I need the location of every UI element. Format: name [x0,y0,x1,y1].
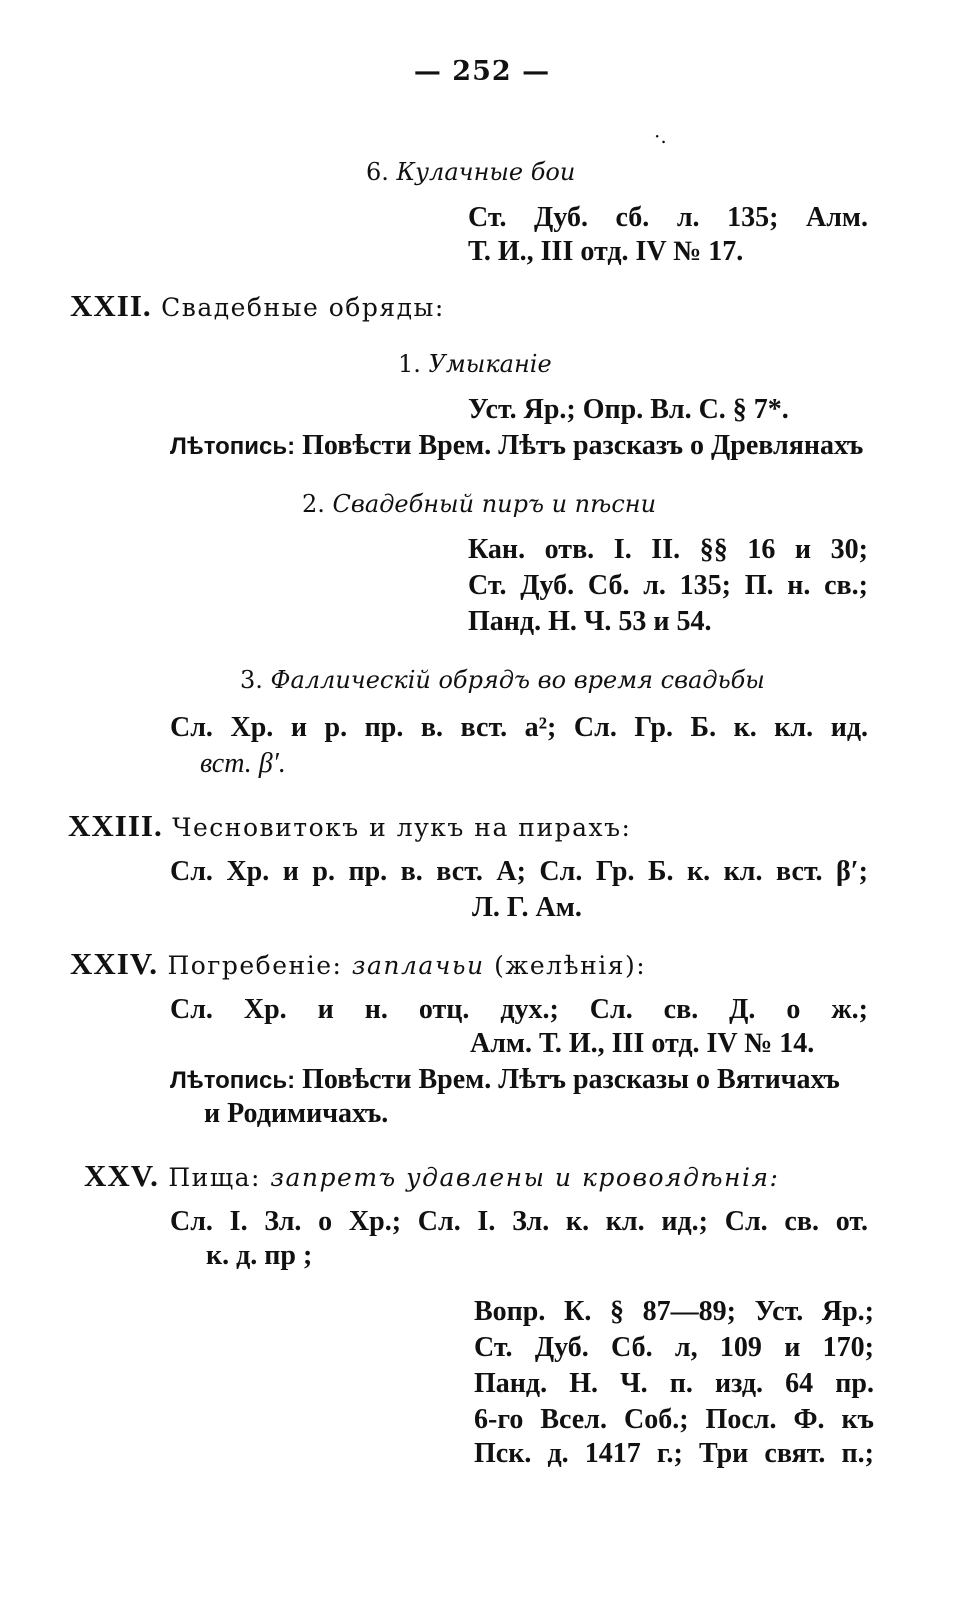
subsection-1-title [398,350,552,378]
subsection-number: 6. [366,158,389,186]
section-title-tail: (желѣнія): [494,951,647,980]
reference-line: вст. β′. [200,748,286,779]
reference-line: Уст. Яр.; Опр. Вл. С. § 7*. [468,394,789,425]
reference-line: 6-го Всел. Соб.; Посл. Ф. къ [474,1404,874,1435]
chronicle-label: Лѣтопись: [170,433,296,460]
subsection-title: Фаллическій обрядъ во время свадьбы [270,666,765,694]
reference-line: Сл. Хр. и н. отц. дух.; Сл. св. Д. о ж.; [170,994,868,1025]
reference-line: Ст. Дуб. Сб. л. 135; П. н. св.; [468,570,868,601]
reference-line: Панд. Н. Ч. п. изд. 64 пр. [474,1368,874,1399]
subsection-number: 2. [302,490,325,518]
page-number: — 252 — [413,56,551,87]
reference-line: Сл. I. Зл. о Хр.; Сл. I. Зл. к. кл. ид.; Сл. св. от. [170,1206,868,1237]
section-title: Погребеніе: [167,951,343,980]
reference-line: Вопр. К. § 87—89; Уст. Яр.; [474,1296,874,1327]
chronicle-line [170,1064,840,1096]
reference-line: Сл. Хр. и р. пр. в. вст. А; Сл. Гр. Б. к. кл. вст. β′; [170,856,868,887]
reference-line: Т. И., III отд. IV № 17. [468,236,744,267]
reference-line: Ст. Дуб. Сб. л, 109 и 170; [474,1332,874,1363]
reference-line: Панд. Н. Ч. 53 и 54. [468,606,712,637]
section-title-italic: заплачьи [351,951,485,980]
subsection-title: Кулачные бои [396,158,576,186]
chronicle-label: Лѣтопись: [170,1067,296,1094]
section-xxiii-heading [68,808,631,844]
subsection-title: Свадебный пиръ и пѣсни [332,490,657,518]
section-number: XXV. [84,1158,159,1193]
section-number: XXIII. [68,808,163,843]
chronicle-text: Повѣсти Врем. Лѣтъ разсказы о Вятичахъ [302,1064,840,1095]
section-title: Пища: [168,1163,261,1192]
reference-line: Пск. д. 1417 г.; Три свят. п.; [474,1438,874,1469]
section-title: Чесновитокъ и лукъ на пирахъ: [172,813,632,842]
reference-line: Ст. Дуб. сб. л. 135; Алм. [468,202,868,233]
section-xxii-heading [70,288,445,324]
section-xxv-heading [84,1158,779,1194]
subsection-number: 3. [240,666,263,694]
reference-line: Алм. Т. И., III отд. IV № 14. [470,1028,815,1059]
chronicle-line [170,430,863,462]
subsection-3-title [240,666,765,694]
reference-line: Сл. Хр. и р. пр. в. вст. а²; Сл. Гр. Б. к. кл. ид. [170,712,868,743]
section-xxiv-heading [70,946,646,982]
subsection-number: 1. [398,350,421,378]
reference-line: Л. Г. Ам. [472,892,582,923]
chronicle-text: Повѣсти Врем. Лѣтъ разсказъ о Древлянахъ [302,430,864,461]
subsection-title: Умыканіе [428,350,552,378]
stray-mark: ·. [654,124,667,148]
chronicle-continuation: и Родимичахъ. [204,1098,389,1129]
subsection-6-title [366,158,575,186]
section-number: XXIV. [70,946,158,981]
reference-line: к. д. пр ; [206,1240,313,1271]
reference-line: Кан. отв. I. II. §§ 16 и 30; [468,534,868,565]
subsection-2-title [302,490,656,518]
section-title-italic: запретъ удавлены и кровоядѣнія: [270,1163,780,1192]
section-title: Свадебные обряды: [161,293,445,322]
section-number: XXII. [70,288,152,323]
